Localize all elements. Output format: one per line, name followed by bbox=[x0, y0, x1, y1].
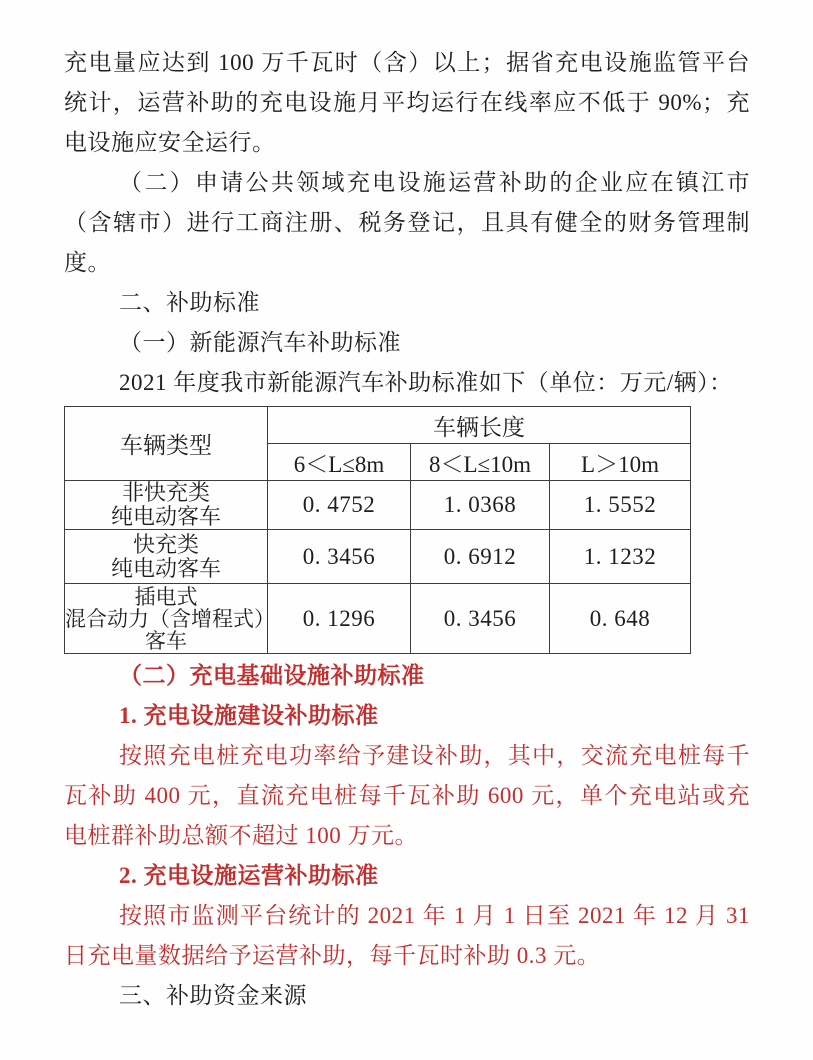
vehicle-type-cell bbox=[65, 584, 275, 654]
vehicle-type-line: 插电式 bbox=[134, 584, 198, 609]
subsection-heading: （二）充电基础设施补助标准 bbox=[119, 663, 425, 688]
section-heading: 三、补助资金来源 bbox=[119, 983, 307, 1008]
subsidy-value-cell: 0. 3456 bbox=[411, 584, 550, 654]
vehicle-type-cell bbox=[65, 481, 268, 530]
subsidy-value-cell: 1. 1232 bbox=[550, 530, 691, 584]
subsidy-value-cell: 0. 4752 bbox=[268, 481, 411, 530]
table-header-vehicle-type: 车辆类型 bbox=[65, 407, 268, 481]
subsection-heading: 2. 充电设施运营补助标准 bbox=[119, 863, 379, 888]
vehicle-type-line: 非快充类 bbox=[121, 480, 210, 505]
paragraph-line: 瓦补助 400 元，直流充电桩每千瓦补助 600 元，单个充电站或充 bbox=[64, 783, 750, 808]
paragraph-line: 充电量应达到 100 万千瓦时（含）以上；据省充电设施监管平台 bbox=[64, 50, 750, 75]
table-row bbox=[65, 584, 691, 654]
subsection-heading: 1. 充电设施建设补助标准 bbox=[119, 703, 379, 728]
paragraph-line: 度。 bbox=[64, 250, 111, 275]
vehicle-type-line: 纯电动客车 bbox=[110, 504, 221, 529]
paragraph-line: 按照充电桩充电功率给予建设补助，其中，交流充电桩每千 bbox=[119, 743, 750, 768]
subsidy-value-cell: 1. 0368 bbox=[411, 481, 550, 530]
subsection-heading: （一）新能源汽车补助标准 bbox=[119, 330, 401, 355]
table-row bbox=[65, 530, 691, 584]
subsidy-value-cell: 0. 6912 bbox=[411, 530, 550, 584]
table-row bbox=[65, 481, 691, 530]
section-heading: 二、补助标准 bbox=[119, 290, 260, 315]
vehicle-type-line: 客车 bbox=[145, 628, 187, 653]
paragraph-line: 按照市监测平台统计的 2021 年 1 月 1 日至 2021 年 12 月 31 bbox=[119, 903, 750, 928]
vehicle-type-line: 快充类 bbox=[132, 531, 199, 557]
paragraph-line: 日充电量数据给予运营补助，每千瓦时补助 0.3 元。 bbox=[64, 943, 601, 968]
paragraph-line: （二）申请公共领域充电设施运营补助的企业应在镇江市 bbox=[119, 170, 750, 195]
table-header-length-3: L＞10m bbox=[550, 444, 691, 481]
subsidy-value-cell: 0. 3456 bbox=[268, 530, 411, 584]
paragraph-line: 2021 年度我市新能源汽车补助标准如下（单位：万元/辆）： bbox=[119, 370, 733, 395]
subsidy-value-cell: 1. 5552 bbox=[550, 481, 691, 530]
vehicle-type-line: 纯电动客车 bbox=[110, 555, 221, 581]
table-header-length-1: 6＜L≤8m bbox=[268, 444, 411, 481]
table-header-length-2: 8＜L≤10m bbox=[411, 444, 550, 481]
paragraph-line: 统计，运营补助的充电设施月平均运行在线率应不低于 90%；充 bbox=[64, 90, 750, 115]
vehicle-type-cell bbox=[65, 530, 268, 584]
vehicle-type-line: 混合动力（含增程式） bbox=[65, 606, 275, 631]
subsidy-value-cell: 0. 648 bbox=[550, 584, 691, 654]
subsidy-value-cell: 0. 1296 bbox=[268, 584, 411, 654]
document-content bbox=[64, 0, 750, 1016]
table-header-vehicle-length: 车辆长度 bbox=[268, 407, 691, 444]
paragraph-line: （含辖市）进行工商注册、税务登记，且具有健全的财务管理制 bbox=[64, 210, 750, 235]
paragraph-line: 电桩群补助总额不超过 100 万元。 bbox=[64, 823, 418, 848]
subsidy-table bbox=[64, 406, 691, 654]
paragraph-line: 电设施应安全运行。 bbox=[64, 130, 276, 155]
